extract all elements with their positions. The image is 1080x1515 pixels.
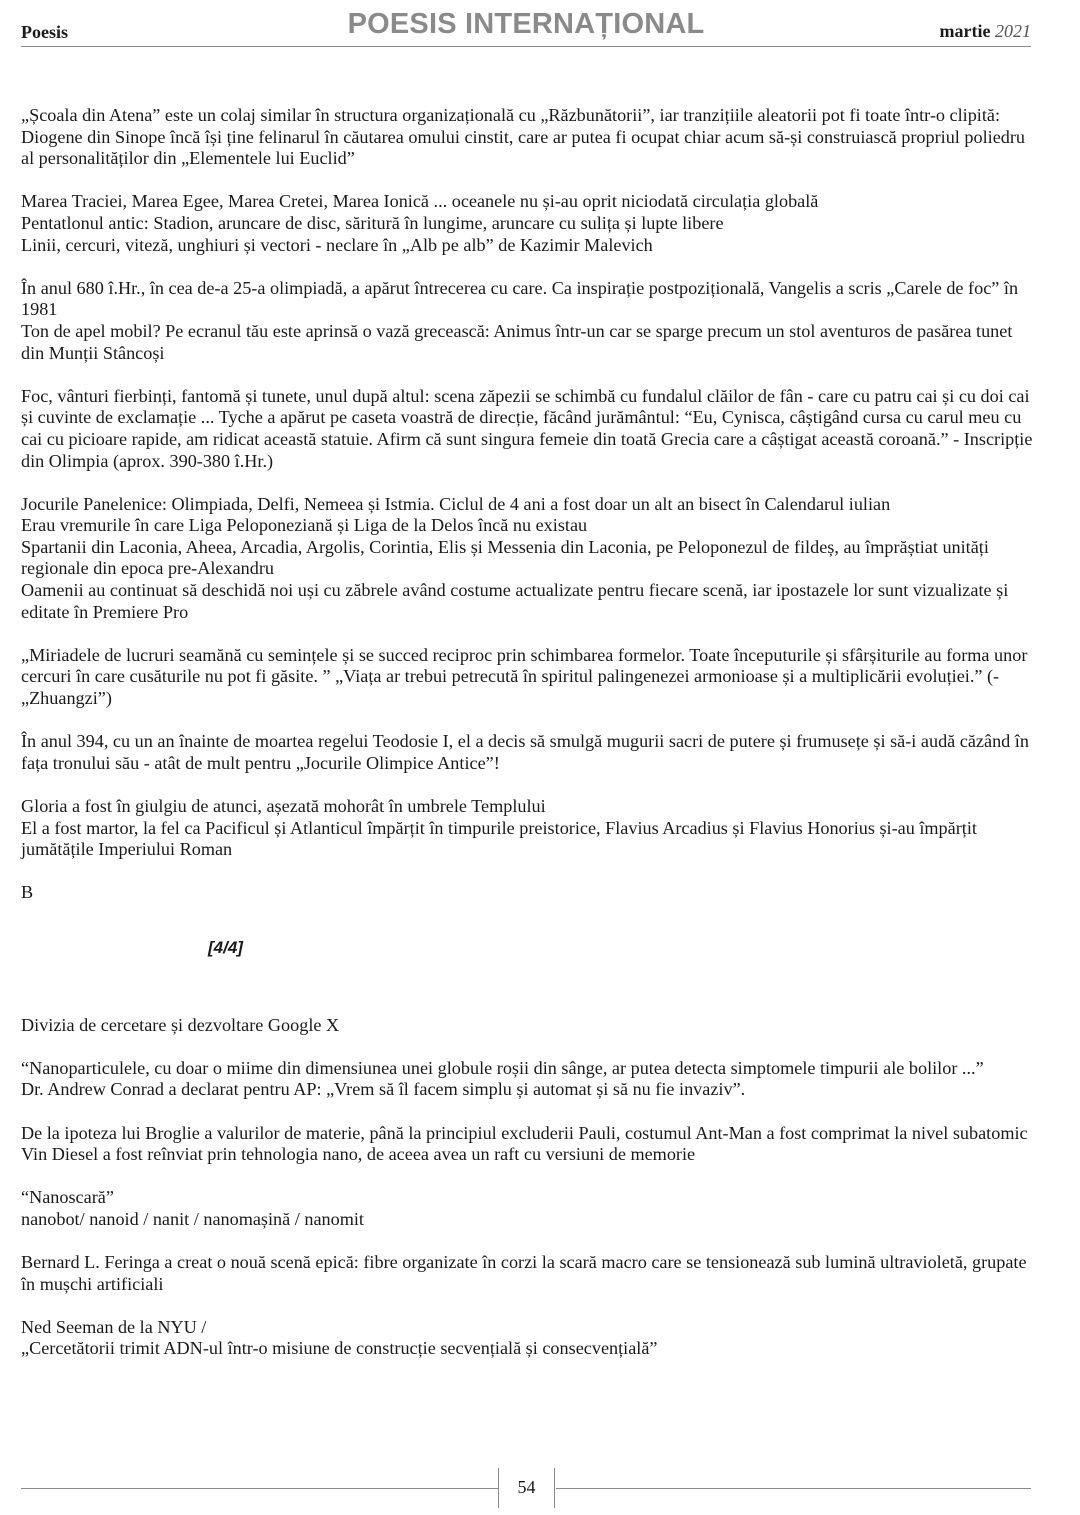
text-line: Erau vremurile în care Liga Peloponeziană și Liga de la Delos încă nu existau [21, 515, 588, 536]
text-line: Bernard L. Feringa a creat o nouă scenă epică: fibre organizate în corzi la scară macro care se tensionează sub lumină ultravioletă, grupate în mușchi artificiali [21, 1252, 1027, 1294]
text-line: În anul 680 î.Hr., în cea de-a 25-a olimpiadă, a apărut întrecerea cu care. Ca inspirație postpozițională, Vangelis a scris „Carele de foc” în 1981 [21, 277, 1019, 320]
header-issue-date [940, 21, 1031, 42]
text-line: „Miriadele de lucruri seamănă cu semințele și se succed reciproc prin schimbarea formelor. Toate începuturile și sfârșiturile au forma unor cercuri în care cusăturile nu pot fi găsite. ” „Viața ar trebui petrecută în spiritul palingenezei armonioase și a multiplicării evoluției.” (- „Zhuangzi”) [21, 644, 1028, 709]
text-line: Oamenii au continuat să deschidă noi uși cu zăbrele având costume actualizate pentru fiecare scenă, iar ipostazele lor sunt vizualizate și editate în Premiere Pro [21, 580, 1009, 622]
text-line: În anul 394, cu un an înainte de moartea regelui Teodosie I, el a decis să smulgă mugurii sacri de putere și frumusețe și să-i audă căzând în fața tronului său - atât de mult pentru „Jocurile Olimpice Antice”! [21, 731, 1029, 773]
paragraph [21, 1058, 1035, 1101]
text-line: Spartanii din Laconia, Aheea, Arcadia, Argolis, Corintia, Elis și Messenia din Laconia, pe Peloponezul de fildeș, au împrăștiat unități regionale din epoca pre-Alexandru [21, 536, 989, 579]
text-line: “Nanoparticulele, cu doar o miime din dimensiunea unei globule roșii din sânge, ar putea detecta simptomele timpurii ale bolilor ...” [21, 1057, 984, 1078]
text-line: Ton de apel mobil? Pe ecranul tău este aprinsă o vază grecească: Animus într-un car se sparge precum un stol aventuros de pasărea tunet din Munții Stâncoși [21, 320, 1013, 363]
text-line: „Cercetătorii trimit ADN-ul într-o misiune de construcție secvențială și consecvențială” [21, 1338, 658, 1359]
text-line: “Nanoscară” [21, 1187, 114, 1208]
paragraph [21, 278, 1035, 364]
text-line: Foc, vânturi fierbinți, fantomă și tunete, unul după altul: scena zăpezii se schimbă cu fundalul clăilor de fân - care cu patru cai și cu doi cai și cuvinte de exclamație ... Tyche a apărut pe caseta voastră de direcție, făcând jurământul: “Eu, Cynisca, câștigând cursa cu carul meu cu cai cu picioare rapide, am ridicat această statuie. Afirm că sunt singura femeie din toată Grecia care a câștigat această coroană.” - Inscripție din Olimpia (aprox. 390-380 î.Hr.) [21, 385, 1033, 471]
paragraph [21, 1317, 1035, 1360]
page-footer [21, 1468, 1031, 1508]
paragraph [21, 796, 1035, 861]
text-line: nanobot/ nanoid / nanit / nanomașină / nanomit [21, 1208, 364, 1229]
paragraph [21, 731, 1035, 774]
text-line: De la ipoteza lui Broglie a valurilor de materie, până la principiul excluderii Pauli, costumul Ant-Man a fost comprimat la nivel subatomic [21, 1122, 1028, 1143]
paragraph [21, 105, 1035, 170]
text-line: „Școala din Atena” este un colaj similar în structura organizațională cu „Răzbunătorii”, iar tranzițiile aleatorii pot fi toate într-o clipită: Diogene din Sinope încă își ține felinarul în căutarea omului cinstit, care ar putea fi ocupat chiar acum să-și construiască propriul poliedru al personalităților din „Elementele lui Euclid” [21, 105, 1026, 169]
paragraph [21, 1252, 1035, 1295]
header-year: 2021 [995, 21, 1031, 41]
paragraph [21, 1015, 1035, 1037]
paragraph [21, 191, 1035, 256]
text-line: Dr. Andrew Conrad a declarat pentru AP: „Vrem să îl facem simplu și automat și să nu fie invaziv”. [21, 1079, 746, 1100]
poem-section-2 [21, 1015, 1035, 1361]
page-header [21, 8, 1031, 47]
section-marker: B [21, 882, 34, 903]
text-line: Vin Diesel a fost reînviat prin tehnologia nano, de aceea avea un raft cu versiuni de memorie [21, 1144, 696, 1165]
part-label: [4/4] [208, 937, 243, 957]
paragraph [21, 1123, 1035, 1166]
paragraph [21, 386, 1035, 472]
paragraph [21, 1187, 1035, 1230]
page-number: 54 [517, 1477, 536, 1497]
text-line: Marea Traciei, Marea Egee, Marea Cretei, Marea Ionică ... oceanele nu și-au oprit niciodată circulația globală [21, 191, 819, 212]
text-line: Gloria a fost în giulgiu de atunci, așezată mohorât în umbrele Templului [21, 796, 546, 816]
footer-separator-right [554, 1468, 555, 1508]
text-line: Ned Seeman de la NYU / [21, 1316, 207, 1337]
text-line: El a fost martor, la fel ca Pacificul și Atlanticul împărțit în timpurile preistorice, Flavius Arcadius și Flavius Honorius și-au împărțit jumătățile Imperiului Roman [21, 817, 977, 860]
text-line: Linii, cercuri, viteză, unghiuri și vectori - neclare în „Alb pe alb” de Kazimir Malevich [21, 234, 653, 255]
header-month: martie [939, 21, 991, 41]
text-line: Pentatlonul antic: Stadion, aruncare de disc, săritură în lungime, aruncare cu sulița și lupte libere [21, 212, 724, 233]
paragraph [21, 494, 1035, 624]
footer-rule-left [21, 1488, 498, 1489]
header-magazine-name: Poesis [21, 22, 68, 42]
paragraph [21, 645, 1035, 710]
text-line: Divizia de cercetare și dezvoltare Google X [21, 1014, 340, 1035]
footer-rule-right [556, 1488, 1031, 1489]
header-title: POESIS INTERNAȚIONAL [347, 8, 705, 40]
article-body [21, 105, 1035, 1382]
text-line: Jocurile Panelenice: Olimpiada, Delfi, Nemeea și Istmia. Ciclul de 4 ani a fost doar un alt an bisect în Calendarul iulian [21, 493, 891, 514]
poem-section-1 [21, 105, 1035, 861]
